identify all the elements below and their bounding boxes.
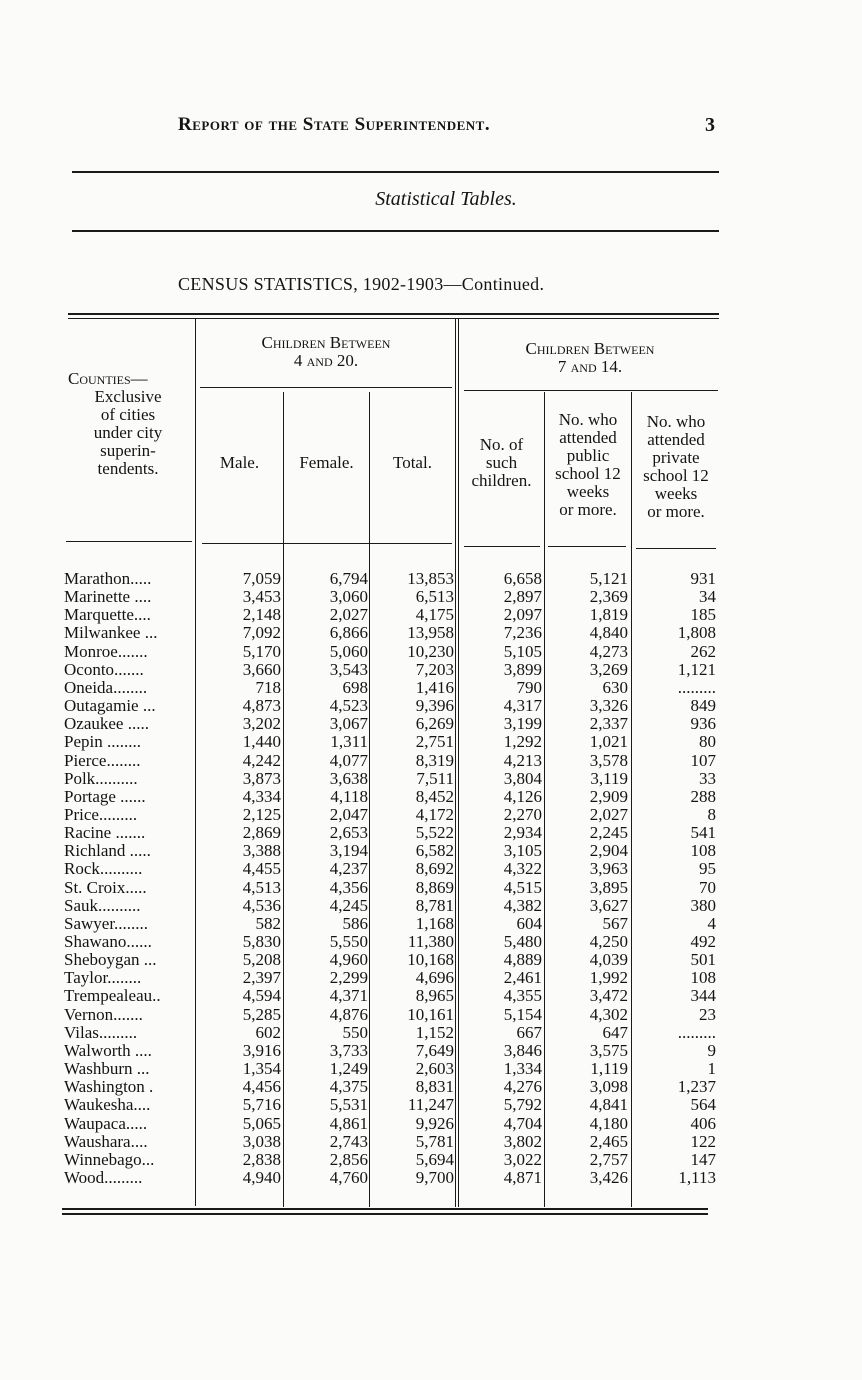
- private-school-cell: 1: [707, 1059, 716, 1079]
- public-school-cell: 647: [602, 1022, 628, 1042]
- group2-underline: [464, 390, 718, 391]
- county-cell: Waukesha....: [64, 1096, 151, 1115]
- male-cell: 4,513: [242, 877, 281, 897]
- county-cell: Washburn ...: [64, 1060, 150, 1079]
- female-cell: 5,060: [329, 641, 368, 661]
- section-title: Statistical Tables.: [375, 188, 517, 210]
- col-header-male: Male.: [219, 453, 260, 472]
- male-cell: 4,242: [242, 750, 281, 770]
- county-cell: Pierce........: [64, 751, 141, 770]
- private-school-cell: 70: [699, 877, 716, 897]
- public-school-cell: 3,627: [589, 895, 628, 915]
- county-cell: Oconto.......: [64, 660, 144, 679]
- private-school-cell: 23: [699, 1004, 716, 1024]
- table-top-rule: [68, 313, 719, 315]
- col-header-private-line6: or more.: [647, 502, 705, 521]
- group1-header: [200, 334, 452, 370]
- female-cell: 698: [342, 677, 368, 697]
- group1-label-line1: Children Between: [261, 333, 391, 352]
- col-header-public-line1: No. who: [558, 410, 618, 429]
- total-cell: 8,452: [415, 786, 454, 806]
- table-title: CENSUS STATISTICS, 1902-1903—Continued.: [178, 274, 545, 294]
- male-cell: 582: [255, 913, 281, 933]
- children-cell: 2,934: [503, 823, 542, 843]
- private-school-cell: 1,113: [678, 1167, 716, 1187]
- county-cell: Outagamie ...: [64, 697, 156, 716]
- public-school-cell: 3,269: [589, 659, 628, 679]
- children-cell: 790: [516, 677, 542, 697]
- col-header-counties-line2: Exclusive: [94, 387, 162, 406]
- male-cell: 5,208: [242, 950, 281, 970]
- private-school-cell: 344: [690, 986, 716, 1006]
- public-school-cell: 2,337: [589, 714, 628, 734]
- group2-label-line1: Children Between: [525, 339, 655, 358]
- children-cell: 3,105: [503, 841, 542, 861]
- children-cell: 4,126: [503, 786, 542, 806]
- public-school-cell: 2,465: [589, 1131, 628, 1151]
- private-school-cell: 185: [690, 605, 716, 625]
- male-cell: 1,354: [242, 1059, 281, 1079]
- total-cell: 4,172: [415, 804, 454, 824]
- children-cell: 3,802: [503, 1131, 542, 1151]
- private-school-cell: 501: [690, 950, 716, 970]
- private-school-cell: 492: [690, 932, 716, 951]
- total-cell: 4,175: [415, 605, 454, 625]
- female-cell: 2,856: [329, 1149, 368, 1169]
- children-cell: 4,889: [503, 950, 542, 970]
- public-school-cell: 2,909: [589, 786, 628, 806]
- col-header-children-line2: such: [485, 453, 518, 472]
- public-school-cell: 2,027: [589, 804, 628, 824]
- county-cell: Washington .: [64, 1078, 154, 1097]
- header-rule: [72, 171, 719, 173]
- col-header-total: Total.: [393, 453, 432, 472]
- male-cell: 4,940: [242, 1167, 281, 1187]
- male-cell: 2,869: [242, 823, 281, 843]
- public-school-cell: 4,180: [589, 1113, 628, 1133]
- group1-label-line2: 4 and 20.: [293, 351, 359, 370]
- county-cell: Sauk..........: [64, 896, 141, 915]
- children-cell: 1,292: [503, 732, 542, 752]
- county-cell: Pepin ........: [64, 733, 141, 752]
- total-cell: 13,958: [407, 623, 454, 643]
- private-school-cell: 122: [690, 1131, 716, 1151]
- table-bottom-rule-2: [62, 1213, 708, 1215]
- county-cell: Ozaukee .....: [64, 715, 149, 734]
- private-school-cell: 34: [699, 587, 716, 607]
- total-cell: 9,396: [415, 696, 454, 716]
- county-cell: Price.........: [64, 805, 138, 824]
- private-school-cell: 33: [699, 768, 716, 788]
- children-cell: 3,022: [503, 1149, 542, 1169]
- male-cell: 7,059: [242, 569, 281, 588]
- col-header-counties: [60, 370, 196, 478]
- children-cell: 4,276: [503, 1077, 542, 1097]
- female-cell: 4,375: [329, 1077, 368, 1097]
- public-school-cell: 1,119: [590, 1059, 628, 1079]
- male-cell: 5,170: [242, 641, 281, 661]
- female-cell: 4,118: [330, 786, 368, 806]
- county-cell: Marquette....: [64, 606, 151, 625]
- male-cell: 3,202: [242, 714, 281, 734]
- header-bottom-rule-2: [202, 543, 452, 544]
- private-school-cell: 380: [690, 895, 716, 915]
- public-school-cell: 3,119: [590, 768, 628, 788]
- col-header-private-line5: weeks: [654, 484, 698, 503]
- children-cell: 5,154: [503, 1004, 542, 1024]
- county-cell: Marinette ....: [64, 588, 152, 607]
- total-cell: 8,831: [415, 1077, 454, 1097]
- female-cell: 3,638: [329, 768, 368, 788]
- female-cell: 4,237: [329, 859, 368, 879]
- table-top-rule-2: [68, 318, 719, 319]
- private-school-cell: 147: [690, 1149, 716, 1169]
- county-cell: Portage ......: [64, 787, 146, 806]
- male-cell: 2,397: [242, 968, 281, 988]
- public-school-cell: 2,757: [589, 1149, 628, 1169]
- total-cell: 8,869: [415, 877, 454, 897]
- public-school-cell: 3,895: [589, 877, 628, 897]
- male-cell: 3,038: [242, 1131, 281, 1151]
- public-school-cell: 4,273: [589, 641, 628, 661]
- female-cell: 4,356: [329, 877, 368, 897]
- children-cell: 1,334: [503, 1059, 542, 1079]
- col-header-private-school: [632, 413, 720, 521]
- children-cell: 2,461: [503, 968, 542, 988]
- public-school-cell: 4,250: [589, 932, 628, 951]
- male-cell: 718: [255, 677, 281, 697]
- public-school-cell: 3,575: [589, 1040, 628, 1060]
- col-header-private-line3: private: [652, 448, 700, 467]
- children-cell: 4,871: [503, 1167, 542, 1187]
- total-cell: 6,269: [415, 714, 454, 734]
- public-school-cell: 1,021: [589, 732, 628, 752]
- public-school-cell: 1,992: [589, 968, 628, 988]
- children-cell: 4,213: [503, 750, 542, 770]
- county-cell: Oneida........: [64, 678, 148, 697]
- male-cell: 4,536: [242, 895, 281, 915]
- col-header-counties-line4: under city: [93, 423, 163, 442]
- private-school-cell: 406: [690, 1113, 716, 1133]
- header-bottom-rule-5: [636, 548, 716, 549]
- children-cell: 2,270: [503, 804, 542, 824]
- county-cell: Waushara....: [64, 1132, 148, 1151]
- total-cell: 10,168: [407, 950, 454, 970]
- county-cell: Wood.........: [64, 1168, 143, 1187]
- male-cell: 4,594: [242, 986, 281, 1006]
- private-school-cell: 95: [699, 859, 716, 879]
- private-school-cell: 1,237: [677, 1077, 716, 1097]
- male-cell: 5,716: [242, 1095, 281, 1115]
- county-cell: Vernon.......: [64, 1005, 143, 1024]
- col-header-public-line2: attended: [559, 428, 617, 447]
- total-cell: 7,649: [415, 1040, 454, 1060]
- children-cell: 3,804: [503, 768, 542, 788]
- female-cell: 2,653: [329, 823, 368, 843]
- county-cell: Sheboygan ...: [64, 951, 157, 970]
- male-cell: 2,838: [242, 1149, 281, 1169]
- female-cell: 586: [342, 913, 368, 933]
- children-cell: 4,322: [503, 859, 542, 879]
- children-cell: 604: [516, 913, 542, 933]
- female-cell: 2,027: [329, 605, 368, 625]
- col-header-no-such-children: [459, 436, 544, 490]
- col-header-children-line1: No. of: [479, 435, 524, 454]
- female-cell: 3,067: [329, 714, 368, 734]
- col-header-private-line4: school 12: [643, 466, 709, 485]
- total-cell: 1,416: [415, 677, 454, 697]
- col-header-public-line3: public: [566, 446, 610, 465]
- children-cell: 3,899: [503, 659, 542, 679]
- male-cell: 7,092: [242, 623, 281, 643]
- female-cell: 5,531: [329, 1095, 368, 1115]
- page-number: 3: [705, 114, 715, 136]
- female-cell: 3,543: [329, 659, 368, 679]
- total-cell: 4,696: [415, 968, 454, 988]
- group2-label-line2: 7 and 14.: [557, 357, 623, 376]
- female-cell: 550: [342, 1022, 368, 1042]
- total-cell: 9,926: [415, 1113, 454, 1133]
- county-cell: Rock..........: [64, 860, 143, 879]
- female-cell: 4,245: [329, 895, 368, 915]
- county-cell: Polk..........: [64, 769, 138, 788]
- private-school-cell: 931: [690, 569, 716, 588]
- public-school-cell: 4,841: [589, 1095, 628, 1115]
- male-cell: 602: [255, 1022, 281, 1042]
- public-school-cell: 630: [602, 677, 628, 697]
- private-school-cell: 107: [690, 750, 716, 770]
- county-cell: Monroe.......: [64, 642, 148, 661]
- county-cell: Winnebago...: [64, 1150, 155, 1169]
- children-cell: 4,355: [503, 986, 542, 1006]
- private-school-cell: 80: [699, 732, 716, 752]
- children-cell: 2,897: [503, 587, 542, 607]
- total-cell: 5,694: [415, 1149, 454, 1169]
- group2-header: [462, 340, 718, 376]
- private-school-cell: 262: [690, 641, 716, 661]
- children-cell: 4,382: [503, 895, 542, 915]
- private-school-cell: .........: [677, 677, 716, 697]
- total-cell: 11,380: [407, 932, 454, 951]
- county-cell: Sawyer........: [64, 914, 149, 933]
- male-cell: 2,125: [242, 804, 281, 824]
- col-header-public-line6: or more.: [559, 500, 617, 519]
- col-divider-4a: [455, 319, 456, 1207]
- children-cell: 6,658: [503, 569, 542, 588]
- county-cell: Walworth ....: [64, 1041, 152, 1060]
- col-header-children-line3: children.: [471, 471, 532, 490]
- public-school-cell: 1,819: [589, 605, 628, 625]
- female-cell: 2,047: [329, 804, 368, 824]
- total-cell: 9,700: [415, 1167, 454, 1187]
- total-cell: 2,603: [415, 1059, 454, 1079]
- children-cell: 5,792: [503, 1095, 542, 1115]
- total-cell: 7,511: [416, 768, 454, 788]
- female-cell: 4,760: [329, 1167, 368, 1187]
- private-school-cell: 564: [690, 1095, 716, 1115]
- male-cell: 3,873: [242, 768, 281, 788]
- female-cell: 5,550: [329, 932, 368, 951]
- col-header-public-line5: weeks: [566, 482, 610, 501]
- private-school-cell: 1,808: [677, 623, 716, 643]
- public-school-cell: 4,039: [589, 950, 628, 970]
- female-cell: 3,194: [329, 841, 368, 861]
- male-cell: 4,455: [242, 859, 281, 879]
- col-header-counties-line1: Counties—: [68, 369, 148, 388]
- children-cell: 2,097: [503, 605, 542, 625]
- public-school-cell: 3,326: [589, 696, 628, 716]
- male-cell: 5,065: [242, 1113, 281, 1133]
- children-cell: 4,317: [503, 696, 542, 716]
- children-cell: 5,480: [503, 932, 542, 951]
- col-header-counties-line6: tendents.: [97, 459, 159, 478]
- col-header-counties-line3: of cities: [100, 405, 156, 424]
- public-school-cell: 567: [602, 913, 628, 933]
- female-cell: 3,060: [329, 587, 368, 607]
- private-school-cell: 4: [707, 913, 716, 933]
- total-cell: 5,781: [415, 1131, 454, 1151]
- male-cell: 1,440: [242, 732, 281, 752]
- female-cell: 4,876: [329, 1004, 368, 1024]
- col-header-private-line2: attended: [647, 430, 705, 449]
- county-cell: Racine .......: [64, 824, 146, 843]
- male-cell: 3,660: [242, 659, 281, 679]
- female-cell: 4,523: [329, 696, 368, 716]
- county-cell: Vilas.........: [64, 1023, 138, 1042]
- total-cell: 10,230: [407, 641, 454, 661]
- public-school-cell: 2,369: [589, 587, 628, 607]
- col-header-female: Female.: [299, 453, 354, 472]
- running-head: Report of the State Superintendent.: [178, 114, 491, 135]
- col-header-counties-line5: superin-: [100, 441, 156, 460]
- col-header-public-line4: school 12: [555, 464, 621, 483]
- male-cell: 2,148: [242, 605, 281, 625]
- county-cell: Milwankee ...: [64, 624, 158, 643]
- female-cell: 4,861: [329, 1113, 368, 1133]
- female-cell: 4,371: [329, 986, 368, 1006]
- private-school-cell: 1,121: [677, 659, 716, 679]
- total-cell: 1,152: [415, 1022, 454, 1042]
- private-school-cell: 288: [690, 786, 716, 806]
- public-school-cell: 3,098: [589, 1077, 628, 1097]
- header-bottom-rule-3: [464, 546, 540, 547]
- male-cell: 3,916: [242, 1040, 281, 1060]
- total-cell: 8,965: [415, 986, 454, 1006]
- county-cell: Richland .....: [64, 842, 151, 861]
- public-school-cell: 2,904: [589, 841, 628, 861]
- female-cell: 6,866: [329, 623, 368, 643]
- children-cell: 3,199: [503, 714, 542, 734]
- total-cell: 6,513: [415, 587, 454, 607]
- male-cell: 4,873: [242, 696, 281, 716]
- children-cell: 4,704: [503, 1113, 542, 1133]
- section-rule: [72, 230, 719, 232]
- male-cell: 4,334: [242, 786, 281, 806]
- county-cell: Shawano......: [64, 933, 152, 951]
- county-cell: Marathon.....: [64, 570, 152, 588]
- header-bottom-rule-4: [548, 546, 626, 547]
- total-cell: 8,692: [415, 859, 454, 879]
- children-cell: 7,236: [503, 623, 542, 643]
- female-cell: 6,794: [329, 569, 368, 588]
- county-cell: Trempealeau..: [64, 987, 161, 1006]
- total-cell: 8,319: [415, 750, 454, 770]
- male-cell: 3,453: [242, 587, 281, 607]
- children-cell: 3,846: [503, 1040, 542, 1060]
- col-header-public-school: [545, 411, 631, 519]
- public-school-cell: 3,578: [589, 750, 628, 770]
- public-school-cell: 4,302: [589, 1004, 628, 1024]
- public-school-cell: 3,963: [589, 859, 628, 879]
- female-cell: 2,299: [329, 968, 368, 988]
- header-bottom-rule-1: [66, 541, 192, 542]
- total-cell: 6,582: [415, 841, 454, 861]
- total-cell: 5,522: [415, 823, 454, 843]
- children-cell: 667: [516, 1022, 542, 1042]
- male-cell: 5,830: [242, 932, 281, 951]
- public-school-cell: 4,840: [589, 623, 628, 643]
- children-cell: 4,515: [503, 877, 542, 897]
- total-cell: 13,853: [407, 569, 454, 588]
- total-cell: 8,781: [415, 895, 454, 915]
- private-school-cell: .........: [677, 1022, 716, 1042]
- total-cell: 7,203: [415, 659, 454, 679]
- male-cell: 4,456: [242, 1077, 281, 1097]
- county-cell: Taylor........: [64, 969, 142, 988]
- private-school-cell: 9: [707, 1040, 716, 1060]
- private-school-cell: 849: [690, 696, 716, 716]
- total-cell: 1,168: [415, 913, 454, 933]
- total-cell: 2,751: [415, 732, 454, 752]
- group1-underline: [200, 387, 452, 388]
- female-cell: 2,743: [329, 1131, 368, 1151]
- table-bottom-rule: [62, 1208, 708, 1210]
- female-cell: 4,960: [329, 950, 368, 970]
- private-school-cell: 541: [690, 823, 716, 843]
- public-school-cell: 2,245: [589, 823, 628, 843]
- male-cell: 3,388: [242, 841, 281, 861]
- total-cell: 11,247: [407, 1095, 454, 1115]
- public-school-cell: 3,472: [589, 986, 628, 1006]
- female-cell: 1,249: [329, 1059, 368, 1079]
- children-cell: 5,105: [503, 641, 542, 661]
- private-school-cell: 108: [690, 841, 716, 861]
- private-school-cell: 8: [707, 804, 716, 824]
- female-cell: 3,733: [329, 1040, 368, 1060]
- male-cell: 5,285: [242, 1004, 281, 1024]
- female-cell: 4,077: [329, 750, 368, 770]
- county-cell: Waupaca.....: [64, 1114, 148, 1133]
- public-school-cell: 3,426: [589, 1167, 628, 1187]
- female-cell: 1,311: [330, 732, 368, 752]
- total-cell: 10,161: [407, 1004, 454, 1024]
- public-school-cell: 5,121: [589, 569, 628, 588]
- col-header-private-line1: No. who: [646, 412, 706, 431]
- private-school-cell: 108: [690, 968, 716, 988]
- county-cell: St. Croix.....: [64, 878, 147, 897]
- private-school-cell: 936: [690, 714, 716, 734]
